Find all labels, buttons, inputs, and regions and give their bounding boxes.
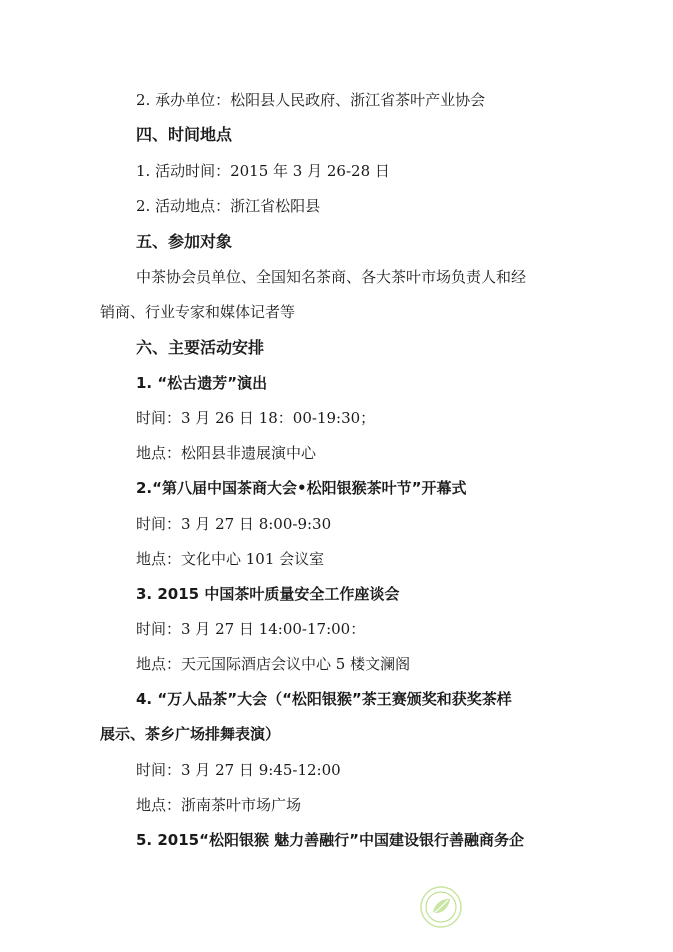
event-4-time: 时间：3 月 27 日 9:45-12:00 <box>136 761 341 779</box>
event-4-title-line-1: 4. “万人品茶”大会（“松阳银猴”茶王赛颁奖和获奖茶样 <box>136 690 512 708</box>
section-heading-schedule: 六、主要活动安排 <box>136 338 265 357</box>
activity-time-line: 1. 活动时间：2015 年 3 月 26-28 日 <box>136 162 390 180</box>
section-heading-time-place: 四、时间地点 <box>136 125 233 144</box>
event-1-place: 地点：松阳县非遗展演中心 <box>136 444 317 462</box>
activity-place-line: 2. 活动地点：浙江省松阳县 <box>136 197 321 215</box>
participants-line-1: 中茶协会员单位、全国知名茶商、各大茶叶市场负责人和经 <box>136 268 527 286</box>
event-2-time: 时间：3 月 27 日 8:00-9:30 <box>136 515 332 533</box>
organizer-line: 2. 承办单位：松阳县人民政府、浙江省茶叶产业协会 <box>136 91 486 109</box>
participants-line-2: 销商、行业专家和媒体记者等 <box>100 303 296 321</box>
section-heading-participants: 五、参加对象 <box>136 232 233 251</box>
event-3-title: 3. 2015 中国茶叶质量安全工作座谈会 <box>136 585 400 603</box>
event-4-place: 地点：浙南茶叶市场广场 <box>136 796 302 814</box>
event-4-title-line-2: 展示、茶乡广场排舞表演） <box>100 725 281 743</box>
event-5-title: 5. 2015“松阳银猴 魅力善融行”中国建设银行善融商务企 <box>136 831 525 849</box>
event-1-time: 时间：3 月 26 日 18：00-19:30； <box>136 409 376 427</box>
event-2-title: 2.“第八届中国茶商大会•松阳银猴茶叶节”开幕式 <box>136 479 467 497</box>
event-2-place: 地点：文化中心 101 会议室 <box>136 550 325 568</box>
event-3-time: 时间：3 月 27 日 14:00-17:00： <box>136 620 366 638</box>
event-3-place: 地点：天元国际酒店会议中心 5 楼文澜阁 <box>136 655 411 673</box>
tea-leaf-logo-icon <box>419 885 463 929</box>
event-1-title: 1. “松古遗芳”演出 <box>136 374 268 392</box>
